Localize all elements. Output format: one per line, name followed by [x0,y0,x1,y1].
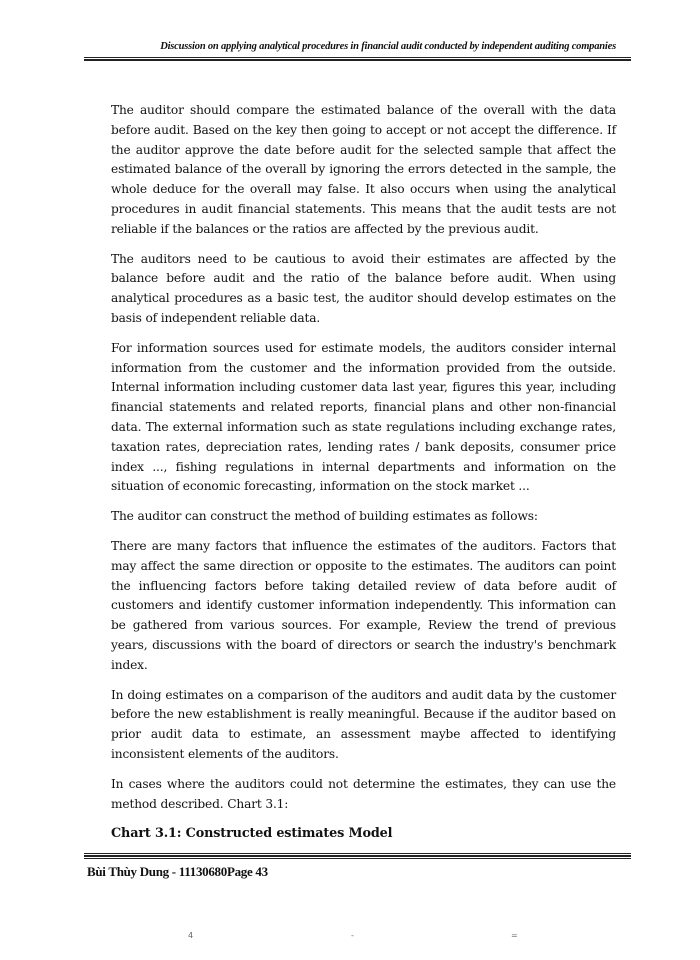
paragraph: In doing estimates on a comparison of the auditors and audit data by the customer before the new establishment is really meaningful. Because if the auditor based on prior audit data to estimate, an assessment maybe affected to identifying inconsistent elements of the auditors. [111,687,616,761]
paragraph: The auditor should compare the estimated balance of the overall with the data before audit. Based on the key then going to accept or not accept the difference. If the auditor approve the date before audit for the selected sample that affect the estimated balance of the overall by ignoring the errors detected in the sample, the whole deduce for the overall may false. It also occurs when using the analytical procedures in audit financial statements. This means that the audit tests are not reliable if the balances or the ratios are affected by the previous audit. [111,103,616,236]
header-rule [84,57,631,61]
paragraph: For information sources used for estimate models, the auditors consider internal information from the customer and the information provided from the outside. Internal information including customer data last year, figures this year, including financial statements and related reports, financial plans and other non-financial data. The external information such as state regulations including exchange rates, taxation rates, depreciation rates, lending rates / bank deposits, consumer price index ..., fishing regulations in internal departments and information on the situation of economic forecasting, information on the stock market ... [111,340,616,494]
chart-heading: Chart 3.1: Constructed estimates Model [111,826,393,842]
page-body [111,101,616,844]
scan-mark: 4 [188,931,194,940]
footer-rule [84,853,631,860]
paragraph: The auditor can construct the method of building estimates as follows: [111,509,538,524]
paragraph: In cases where the auditors could not determine the estimates, they can use the method described. Chart 3.1: [111,776,616,811]
paragraph: There are many factors that influence the estimates of the auditors. Factors that may affect the same direction or opposite to the estimates. The auditors can point the influencing factors before taking detailed review of data before audit of customers and identify customer information independently. This information can be gathered from various sources. For example, Review the trend of previous years, discussions with the board of directors or search the industry's benchmark index. [111,538,616,672]
page-footer: Bùi Thùy Dung - 11130680Page 43 [87,864,268,879]
paragraph: The auditors need to be cautious to avoid their estimates are affected by the balance before audit and the ratio of the balance before audit. When using analytical procedures as a basic test, the auditor should develop estimates on the basis of independent reliable data. [111,251,616,325]
scan-mark: = [511,931,518,940]
running-header: Discussion on applying analytical procedures in financial audit conducted by independent auditing companies [160,41,616,52]
scan-mark: - [351,931,354,940]
